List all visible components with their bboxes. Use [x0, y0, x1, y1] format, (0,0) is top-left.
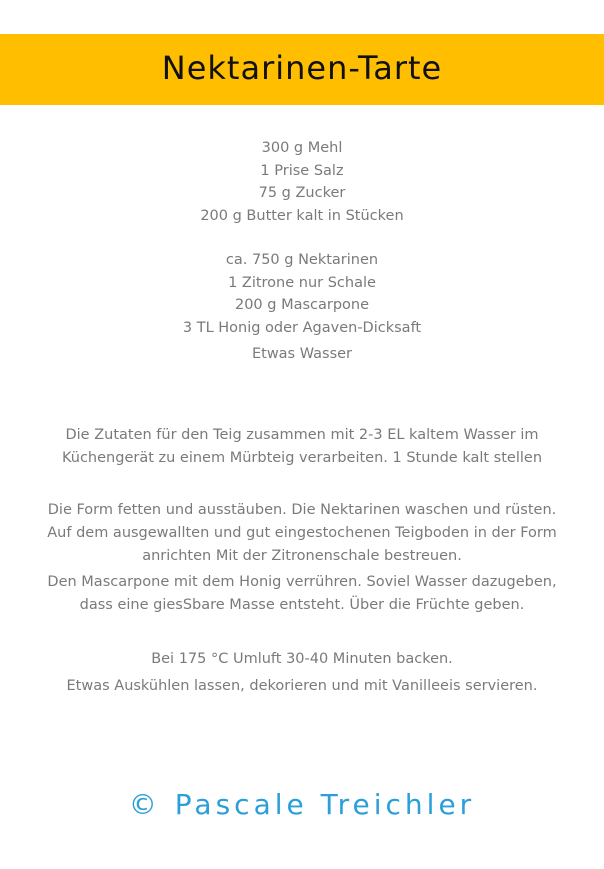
instruction-line: Den Mascarpone mit dem Honig verrühren. Soviel Wasser dazugeben, [47, 574, 557, 590]
author-name: Pascale Treichler [174, 788, 476, 821]
ingredient-item: 300 g Mehl [261, 140, 343, 156]
ingredient-item: 3 TL Honig oder Agaven-Dicksaft [182, 319, 422, 336]
filling-ingredients-list [0, 249, 604, 339]
ingredient-item: ca. 750 g Nektarinen [225, 252, 379, 268]
ingredient-item: 200 g Mascarpone [234, 297, 370, 313]
step-mascarpone [0, 571, 604, 617]
ingredient-item: 200 g Butter kalt in Stücken [200, 207, 404, 224]
instruction-line: anrichten Mit der Zitronenschale bestreuen. [142, 548, 462, 564]
step-dough [0, 424, 604, 470]
instruction-line: Etwas Auskühlen lassen, dekorieren und mit Vanilleeis servieren. [66, 678, 538, 694]
instruction-line: Bei 175 °C Umluft 30-40 Minuten backen. [151, 651, 453, 667]
instruction-line: Küchengerät zu einem Mürbteig verarbeiten. 1 Stunde kalt stellen [61, 450, 543, 466]
copyright-notice [0, 788, 604, 821]
instruction-line: Auf dem ausgewallten und gut eingestochenen Teigboden in der Form [47, 525, 557, 541]
ingredient-item: Etwas Wasser [251, 346, 353, 362]
ingredient-item: 1 Zitrone nur Schale [228, 274, 376, 291]
ingredient-item: 1 Prise Salz [260, 162, 344, 179]
instruction-line: Die Form fetten und ausstäuben. Die Nektarinen waschen und rüsten. [47, 502, 557, 518]
title-banner [0, 34, 604, 105]
instruction-line: dass eine giesSbare Masse entsteht. Über die Früchte geben. [79, 597, 525, 613]
extra-ingredient [0, 343, 604, 365]
copyright-icon: © [128, 788, 161, 821]
step-serve [0, 675, 604, 698]
step-form [0, 499, 604, 568]
ingredient-item: 75 g Zucker [258, 185, 346, 201]
instruction-line: Die Zutaten für den Teig zusammen mit 2-3 EL kaltem Wasser im [65, 427, 539, 443]
dough-ingredients-list [0, 137, 604, 227]
step-bake [0, 648, 604, 671]
recipe-title: Nektarinen-Tarte [161, 48, 443, 87]
